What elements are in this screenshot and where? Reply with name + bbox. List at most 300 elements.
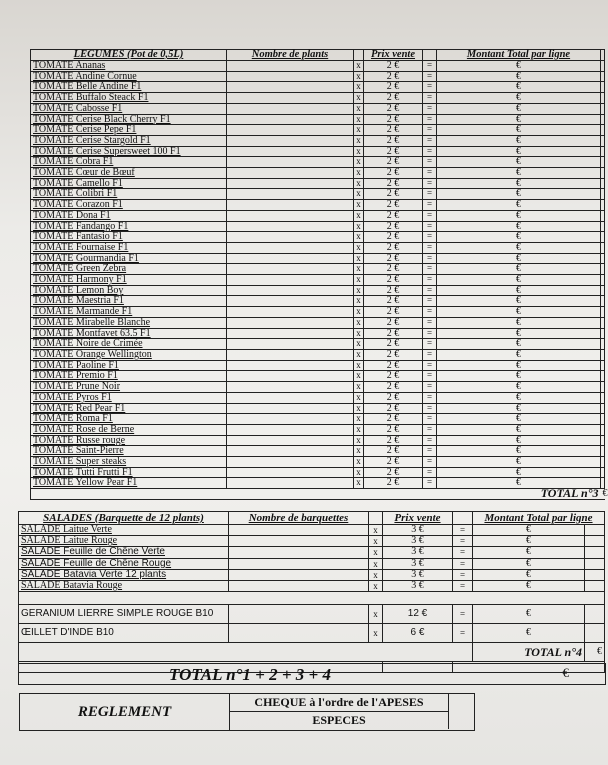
table-row — [19, 605, 605, 624]
quantity-field[interactable] — [227, 478, 354, 489]
salades-header-product: SALADES (Barquette de 12 plants) — [19, 512, 229, 525]
table-row — [31, 275, 605, 286]
line-total-field[interactable]: € — [437, 189, 601, 200]
table-row — [31, 146, 605, 157]
equals-sign: = — [453, 580, 473, 591]
line-total-field[interactable]: € — [437, 135, 601, 146]
quantity-field[interactable] — [229, 580, 369, 591]
product-name: TOMATE Colibri F1 — [31, 189, 227, 200]
quantity-field[interactable] — [229, 624, 369, 643]
unit-price: 3 € — [383, 547, 453, 558]
line-total-field[interactable]: € — [437, 146, 601, 157]
quantity-field[interactable] — [229, 536, 369, 547]
unit-price: 2 € — [364, 307, 423, 318]
quantity-field[interactable] — [227, 71, 354, 82]
unit-price: 2 € — [364, 253, 423, 264]
equals-sign: = — [423, 189, 437, 200]
unit-price: 2 € — [364, 285, 423, 296]
row-end-cell — [585, 624, 605, 643]
equals-sign: = — [423, 424, 437, 435]
product-name: ŒILLET D'INDE B10 — [19, 624, 229, 643]
spacer-cell — [19, 592, 605, 605]
table-row — [31, 392, 605, 403]
table-row — [19, 536, 605, 547]
row-end-cell — [601, 296, 605, 307]
multiply-sign: x — [354, 210, 364, 221]
product-name: TOMATE Maestria F1 — [31, 296, 227, 307]
line-total-field[interactable]: € — [437, 382, 601, 393]
quantity-field[interactable] — [227, 253, 354, 264]
table-row — [31, 349, 605, 360]
row-end-cell — [601, 114, 605, 125]
line-total-field[interactable]: € — [437, 93, 601, 104]
product-name: SALADE Batavia Rouge — [19, 580, 229, 591]
unit-price: 2 € — [364, 275, 423, 286]
equals-sign: = — [423, 446, 437, 457]
line-total-field[interactable]: € — [437, 168, 601, 179]
line-total-field[interactable]: € — [437, 478, 601, 489]
equals-sign: = — [453, 525, 473, 536]
row-end-cell — [601, 253, 605, 264]
multiply-sign: x — [354, 61, 364, 72]
table-row — [31, 114, 605, 125]
legumes-total-row — [31, 489, 605, 500]
unit-price: 2 € — [364, 392, 423, 403]
multiply-sign: x — [354, 114, 364, 125]
equals-sign: = — [453, 547, 473, 558]
unit-price: 3 € — [383, 558, 453, 569]
table-row — [31, 82, 605, 93]
unit-price: 3 € — [383, 536, 453, 547]
quantity-field[interactable] — [227, 360, 354, 371]
multiply-sign: x — [369, 536, 383, 547]
line-total-field[interactable]: € — [437, 424, 601, 435]
row-end-cell — [585, 536, 605, 547]
quantity-field[interactable] — [229, 547, 369, 558]
line-total-field[interactable]: € — [437, 328, 601, 339]
equals-sign: = — [423, 275, 437, 286]
multiply-sign: x — [354, 157, 364, 168]
unit-price: 2 € — [364, 82, 423, 93]
equals-sign: = — [423, 349, 437, 360]
row-end-cell — [601, 264, 605, 275]
multiply-sign: x — [354, 457, 364, 468]
product-name: TOMATE Cerise Black Cherry F1 — [31, 114, 227, 125]
row-end-cell — [601, 189, 605, 200]
grand-total-label: TOTAL n°1 + 2 + 3 + 4 — [169, 665, 331, 684]
line-total-field[interactable]: € — [437, 360, 601, 371]
line-total-field[interactable]: € — [437, 242, 601, 253]
table-spacer-row — [19, 592, 605, 605]
legumes-total-label: TOTAL n°3 — [437, 489, 601, 500]
salades-header-row — [19, 512, 605, 525]
row-end-cell — [601, 446, 605, 457]
equals-sign: = — [423, 93, 437, 104]
product-name: SALADE Batavia Verte 12 plants — [19, 569, 229, 580]
unit-price: 12 € — [383, 605, 453, 624]
quantity-field[interactable] — [227, 146, 354, 157]
unit-price: 2 € — [364, 296, 423, 307]
product-name: TOMATE Gourmandia F1 — [31, 253, 227, 264]
equals-sign: = — [423, 296, 437, 307]
line-total-field[interactable]: € — [437, 275, 601, 286]
multiply-sign: x — [354, 82, 364, 93]
equals-sign: = — [453, 605, 473, 624]
line-total-field[interactable]: € — [473, 624, 585, 643]
table-row — [31, 232, 605, 243]
equals-sign: = — [423, 114, 437, 125]
line-total-field[interactable]: € — [473, 536, 585, 547]
product-name: TOMATE Noire de Crimée — [31, 339, 227, 350]
line-total-field[interactable]: € — [437, 285, 601, 296]
line-total-field[interactable]: € — [437, 103, 601, 114]
unit-price: 2 € — [364, 157, 423, 168]
quantity-field[interactable] — [227, 93, 354, 104]
unit-price: 2 € — [364, 221, 423, 232]
equals-sign: = — [423, 157, 437, 168]
line-total-field[interactable]: € — [437, 435, 601, 446]
quantity-field[interactable] — [227, 61, 354, 72]
salades-header-quantity: Nombre de barquettes — [229, 512, 369, 525]
unit-price: 2 € — [364, 457, 423, 468]
multiply-sign: x — [354, 339, 364, 350]
line-total-field[interactable]: € — [473, 525, 585, 536]
equals-sign: = — [423, 457, 437, 468]
quantity-field[interactable] — [227, 135, 354, 146]
table-row — [19, 569, 605, 580]
equals-sign: = — [423, 210, 437, 221]
line-total-field[interactable]: € — [437, 457, 601, 468]
multiply-sign: x — [354, 328, 364, 339]
line-total-field[interactable]: € — [437, 339, 601, 350]
quantity-field[interactable] — [227, 424, 354, 435]
quantity-field[interactable] — [227, 349, 354, 360]
line-total-field[interactable]: € — [437, 61, 601, 72]
line-total-field[interactable]: € — [437, 221, 601, 232]
unit-price: 2 € — [364, 403, 423, 414]
product-name: TOMATE Saint-Pierre — [31, 446, 227, 457]
table-row — [31, 414, 605, 425]
quantity-field[interactable] — [229, 525, 369, 536]
equals-sign: = — [423, 168, 437, 179]
quantity-field[interactable] — [229, 558, 369, 569]
salades-total-label: TOTAL n°4 — [473, 643, 585, 662]
row-end-cell — [601, 307, 605, 318]
table-row — [31, 178, 605, 189]
quantity-field[interactable] — [227, 189, 354, 200]
line-total-field[interactable]: € — [473, 547, 585, 558]
total-spacer — [31, 489, 437, 500]
multiply-sign: x — [354, 392, 364, 403]
quantity-field[interactable] — [227, 317, 354, 328]
line-total-field[interactable]: € — [473, 580, 585, 591]
equals-sign: = — [423, 103, 437, 114]
table-row — [31, 360, 605, 371]
equals-sign: = — [423, 467, 437, 478]
quantity-field[interactable] — [227, 210, 354, 221]
table-row — [31, 424, 605, 435]
table-row — [31, 457, 605, 468]
line-total-field[interactable]: € — [437, 392, 601, 403]
unit-price: 2 € — [364, 435, 423, 446]
equals-sign: = — [423, 371, 437, 382]
equals-sign: = — [423, 435, 437, 446]
quantity-field[interactable] — [229, 605, 369, 624]
multiply-sign: x — [354, 382, 364, 393]
row-end-cell — [601, 125, 605, 136]
table-row — [31, 157, 605, 168]
table-row — [31, 371, 605, 382]
line-total-field[interactable]: € — [473, 569, 585, 580]
row-end-cell — [601, 221, 605, 232]
table-row — [31, 125, 605, 136]
table-row — [31, 435, 605, 446]
unit-price: 2 € — [364, 371, 423, 382]
product-name: TOMATE Buffalo Steack F1 — [31, 93, 227, 104]
unit-price: 2 € — [364, 424, 423, 435]
line-total-field[interactable]: € — [437, 467, 601, 478]
table-row — [31, 168, 605, 179]
legumes-header-quantity: Nombre de plants — [227, 50, 354, 61]
multiply-sign: x — [354, 103, 364, 114]
line-total-field[interactable]: € — [437, 446, 601, 457]
quantity-field[interactable] — [227, 435, 354, 446]
row-end-cell — [585, 580, 605, 591]
line-total-field[interactable]: € — [437, 296, 601, 307]
equals-sign: = — [423, 328, 437, 339]
row-end-cell — [601, 328, 605, 339]
multiply-sign: x — [354, 424, 364, 435]
quantity-field[interactable] — [227, 403, 354, 414]
row-end-cell — [601, 71, 605, 82]
line-total-field[interactable]: € — [473, 605, 585, 624]
product-name: TOMATE Russe rouge — [31, 435, 227, 446]
multiply-sign: x — [354, 253, 364, 264]
quantity-field[interactable] — [227, 178, 354, 189]
legumes-header-price: Prix vente — [364, 50, 423, 61]
quantity-field[interactable] — [227, 242, 354, 253]
product-name: TOMATE Fandango F1 — [31, 221, 227, 232]
multiply-sign: x — [354, 135, 364, 146]
multiply-sign: x — [354, 242, 364, 253]
reglement-box — [19, 693, 475, 731]
unit-price: 2 € — [364, 317, 423, 328]
table-row — [31, 296, 605, 307]
multiply-sign: x — [354, 349, 364, 360]
unit-price: 6 € — [383, 624, 453, 643]
line-total-field[interactable]: € — [437, 414, 601, 425]
quantity-field[interactable] — [227, 264, 354, 275]
table-row — [19, 547, 605, 558]
quantity-field[interactable] — [227, 371, 354, 382]
unit-price: 2 € — [364, 446, 423, 457]
equals-sign: = — [423, 264, 437, 275]
row-end-cell — [601, 275, 605, 286]
multiply-sign: x — [354, 478, 364, 489]
unit-price: 2 € — [364, 339, 423, 350]
equals-sign: = — [423, 403, 437, 414]
line-total-field[interactable]: € — [437, 114, 601, 125]
payment-option-especes[interactable]: ESPECES — [230, 712, 449, 729]
table-row — [31, 135, 605, 146]
line-total-field[interactable]: € — [437, 264, 601, 275]
equals-sign: = — [423, 178, 437, 189]
table-row — [31, 264, 605, 275]
equals-sign: = — [423, 382, 437, 393]
product-name: GERANIUM LIERRE SIMPLE ROUGE B10 — [19, 605, 229, 624]
quantity-field[interactable] — [227, 157, 354, 168]
equals-sign: = — [423, 221, 437, 232]
row-end-cell — [601, 392, 605, 403]
line-total-field[interactable]: € — [437, 125, 601, 136]
legumes-table — [30, 49, 608, 501]
line-total-field[interactable]: € — [437, 210, 601, 221]
equals-sign: = — [423, 232, 437, 243]
unit-price: 2 € — [364, 168, 423, 179]
line-total-field[interactable]: € — [437, 232, 601, 243]
line-total-field[interactable]: € — [437, 253, 601, 264]
quantity-field[interactable] — [227, 125, 354, 136]
line-total-field[interactable]: € — [473, 558, 585, 569]
table-row — [31, 61, 605, 72]
product-name: TOMATE Cobra F1 — [31, 157, 227, 168]
unit-price: 2 € — [364, 178, 423, 189]
row-end-cell — [601, 371, 605, 382]
product-name: TOMATE Fournaise F1 — [31, 242, 227, 253]
quantity-field[interactable] — [227, 382, 354, 393]
product-name: TOMATE Pyros F1 — [31, 392, 227, 403]
line-total-field[interactable]: € — [437, 317, 601, 328]
legumes-header-product: LEGUMES (Pot de 0,5L) — [31, 50, 227, 61]
quantity-field[interactable] — [227, 467, 354, 478]
grand-total-amount-field[interactable]: € — [562, 665, 569, 680]
legumes-total-amount-field[interactable]: € — [602, 488, 608, 500]
multiply-sign: x — [354, 414, 364, 425]
multiply-sign: x — [369, 580, 383, 591]
payment-option-cheque[interactable]: CHEQUE à l'ordre de l'APESES — [230, 694, 449, 712]
equals-sign: = — [423, 414, 437, 425]
multiply-sign: x — [354, 360, 364, 371]
row-end-cell — [601, 339, 605, 350]
product-name: TOMATE Lemon Boy — [31, 285, 227, 296]
quantity-field[interactable] — [227, 339, 354, 350]
unit-price: 3 € — [383, 569, 453, 580]
quantity-field[interactable] — [227, 414, 354, 425]
unit-price: 2 € — [364, 200, 423, 211]
multiply-sign: x — [369, 558, 383, 569]
row-end-cell — [601, 478, 605, 489]
quantity-field[interactable] — [227, 200, 354, 211]
grand-total-row — [18, 663, 606, 685]
table-row — [31, 307, 605, 318]
quantity-field[interactable] — [227, 82, 354, 93]
line-total-field[interactable]: € — [437, 82, 601, 93]
quantity-field[interactable] — [227, 114, 354, 125]
multiply-sign: x — [354, 435, 364, 446]
unit-price: 2 € — [364, 382, 423, 393]
row-end-cell — [601, 200, 605, 211]
table-row — [31, 446, 605, 457]
row-end-cell — [601, 135, 605, 146]
row-end-cell — [601, 285, 605, 296]
equals-sign: = — [423, 360, 437, 371]
equals-sign: = — [423, 135, 437, 146]
quantity-field[interactable] — [229, 569, 369, 580]
multiply-sign: x — [354, 371, 364, 382]
row-end-cell — [601, 317, 605, 328]
multiply-sign: x — [354, 125, 364, 136]
product-name: TOMATE Tutti Frutti F1 — [31, 467, 227, 478]
unit-price: 2 € — [364, 61, 423, 72]
table-row — [31, 467, 605, 478]
equals-sign: = — [423, 82, 437, 93]
quantity-field[interactable] — [227, 275, 354, 286]
unit-price: 2 € — [364, 360, 423, 371]
line-total-field[interactable]: € — [437, 307, 601, 318]
row-end-cell — [601, 424, 605, 435]
legumes-header-row — [31, 50, 605, 61]
line-total-field[interactable]: € — [437, 157, 601, 168]
quantity-field[interactable] — [227, 457, 354, 468]
salades-total-amount-field[interactable]: € — [585, 643, 605, 662]
product-name: TOMATE Belle Andine F1 — [31, 82, 227, 93]
line-total-field[interactable]: € — [437, 71, 601, 82]
quantity-field[interactable] — [227, 232, 354, 243]
line-total-field[interactable]: € — [437, 200, 601, 211]
row-end-cell — [601, 382, 605, 393]
line-total-field[interactable]: € — [437, 371, 601, 382]
product-name: TOMATE Green Zebra — [31, 264, 227, 275]
unit-price: 2 € — [364, 478, 423, 489]
line-total-field[interactable]: € — [437, 349, 601, 360]
multiply-sign: x — [354, 200, 364, 211]
unit-price: 2 € — [364, 232, 423, 243]
table-row — [19, 624, 605, 643]
row-end-cell — [585, 547, 605, 558]
multiply-sign: x — [369, 569, 383, 580]
multiply-sign: x — [354, 467, 364, 478]
product-name: TOMATE Super steaks — [31, 457, 227, 468]
quantity-field[interactable] — [227, 307, 354, 318]
quantity-field[interactable] — [227, 296, 354, 307]
quantity-field[interactable] — [227, 392, 354, 403]
quantity-field[interactable] — [227, 446, 354, 457]
row-end-cell — [601, 232, 605, 243]
row-end-cell — [601, 178, 605, 189]
quantity-field[interactable] — [227, 285, 354, 296]
quantity-field[interactable] — [227, 168, 354, 179]
quantity-field[interactable] — [227, 221, 354, 232]
line-total-field[interactable]: € — [437, 178, 601, 189]
line-total-field[interactable]: € — [437, 403, 601, 414]
row-end-cell — [585, 569, 605, 580]
table-row — [31, 242, 605, 253]
product-name: TOMATE Cœur de Bœuf — [31, 168, 227, 179]
unit-price: 2 € — [364, 349, 423, 360]
quantity-field[interactable] — [227, 328, 354, 339]
product-name: TOMATE Cerise Supersweet 100 F1 — [31, 146, 227, 157]
equals-sign: = — [423, 285, 437, 296]
product-name: TOMATE Andine Cornue — [31, 71, 227, 82]
multiply-sign: x — [369, 605, 383, 624]
quantity-field[interactable] — [227, 103, 354, 114]
product-name: TOMATE Cabosse F1 — [31, 103, 227, 114]
multiply-sign: x — [369, 624, 383, 643]
product-name: TOMATE Dona F1 — [31, 210, 227, 221]
product-name: TOMATE Cerise Pepe F1 — [31, 125, 227, 136]
product-name: TOMATE Montfavet 63.5 F1 — [31, 328, 227, 339]
table-row — [19, 558, 605, 569]
